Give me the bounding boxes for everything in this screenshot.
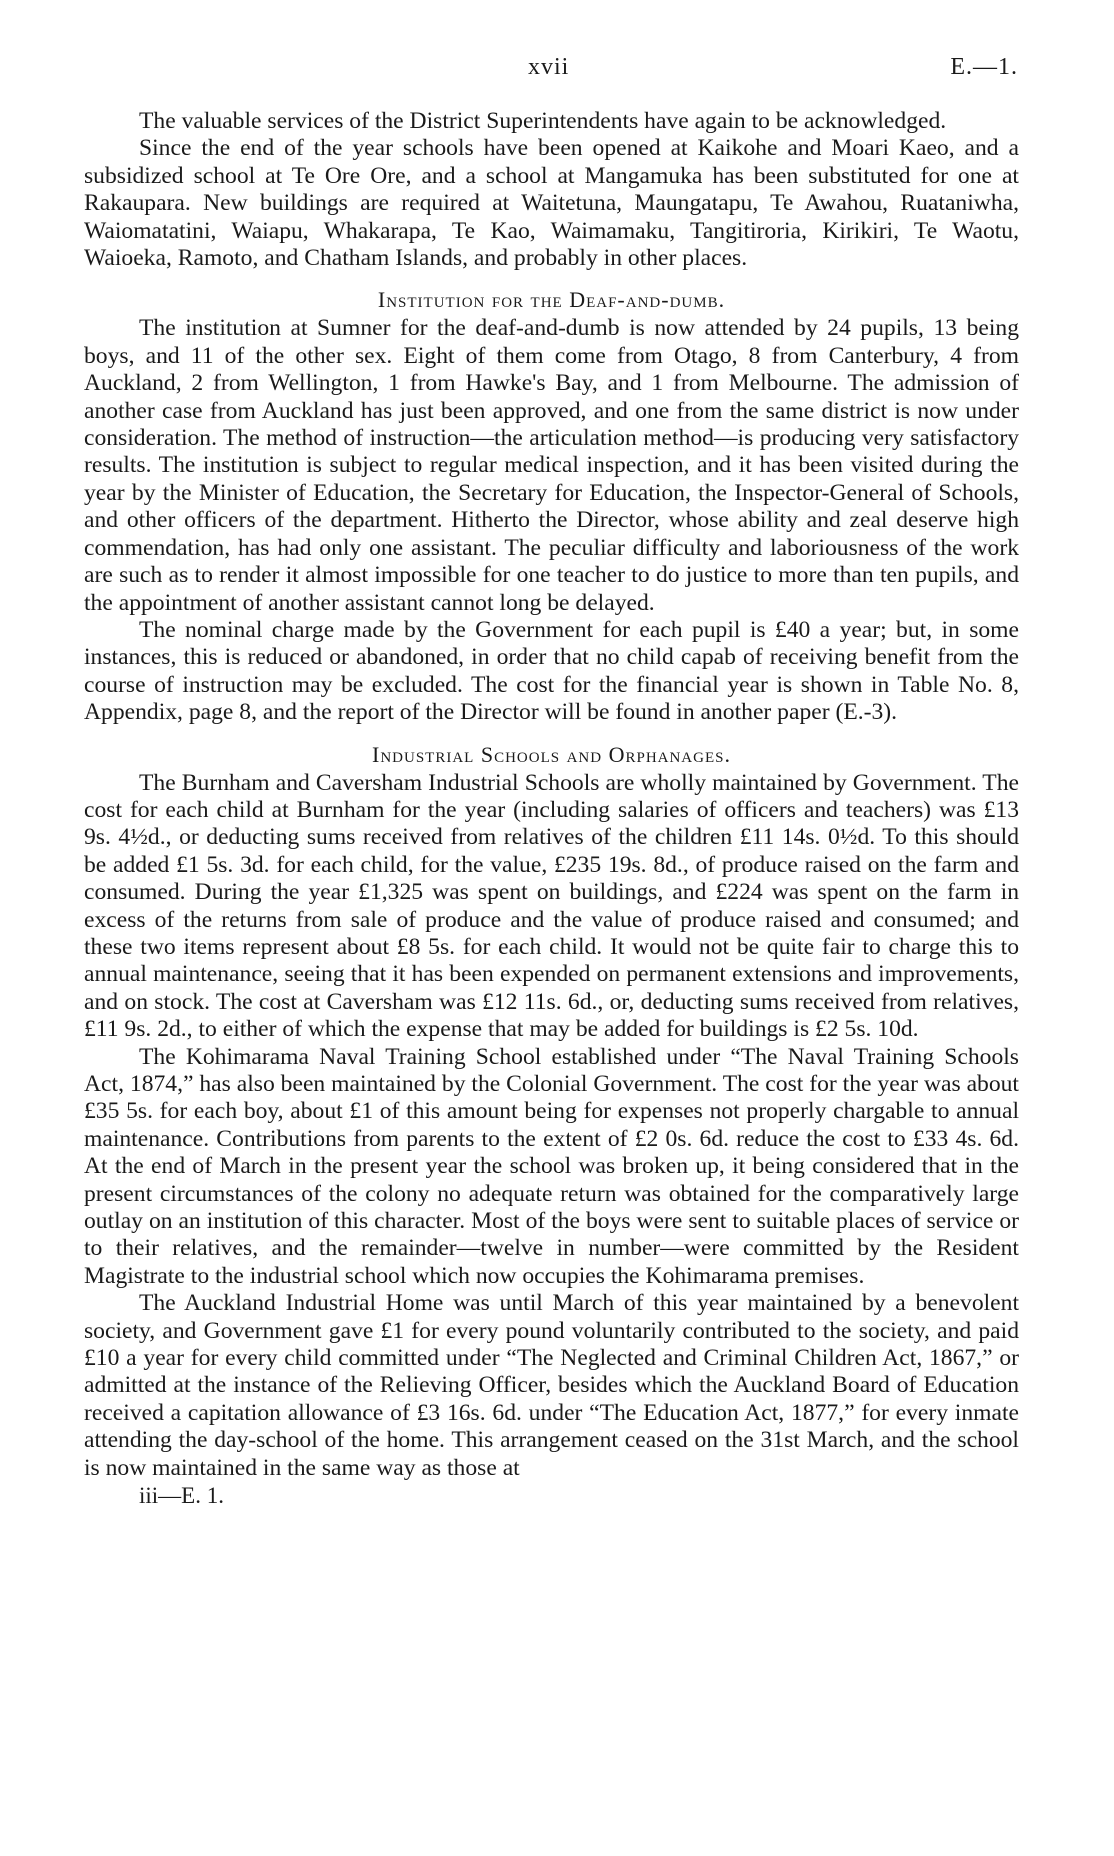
- section-heading-deaf-and-dumb: Institution for the Deaf-and-dumb.: [377, 287, 726, 313]
- section-heading-industrial-schools: Industrial Schools and Orphanages.: [372, 741, 731, 767]
- paragraph-kohimarama: The Kohimarama Naval Training School established under “The Naval Training Schools Act, 1874,” has also been maintained by the Colonial Government. The cost for the year was about £35 5s. for each boy, about £1 of this amount being for expenses not properly chargable to annual maintenance. Contributions from parents to the extent of £2 0s. 6d. reduce the cost to £33 4s. 6d. At the end of March in the present year the school was broken up, it being considered that in the present circumstances of the colony no adequate return was obtained for the comparatively large outlay on an institution of this character. Most of the boys were sent to suitable places of service or to their relatives, and the remainder—twelve in number—were committed by the Resident Magistrate to the industrial school which now occupies the Kohimarama premises.: [84, 1043, 1019, 1289]
- paragraph-deaf-charges: The nominal charge made by the Government for each pupil is £40 a year; but, in some instances, this is reduced or abandoned, in order that no child capab of receiving benefit from the course of instruction may be excluded. The cost for the financial year is shown in Table No. 8, Appendix, page 8, and the report of the Director will be found in another paper (E.-3).: [84, 616, 1019, 726]
- document-reference: E.—1.: [950, 54, 1018, 80]
- page-number: xvii: [528, 54, 570, 80]
- signature-mark: iii—E. 1.: [139, 1483, 224, 1509]
- document-body: [84, 108, 1019, 1509]
- paragraph-superintendents: The valuable services of the District Superintendents have again to be acknowledged.: [139, 108, 947, 134]
- paragraph-deaf-institution: The institution at Sumner for the deaf-and-dumb is now attended by 24 pupils, 13 being boys, and 11 of the other sex. Eight of them come from Otago, 8 from Canterbury, 4 from Auckland, 2 from Wellington, 1 from Hawke's Bay, and 1 from Melbourne. The admission of another case from Auckland has just been approved, and one from the same district is now under consideration. The method of instruction—the articulation method—is producing very satisfactory results. The institution is subject to regular medical inspection, and it has been visited during the year by the Minister of Education, the Secretary for Education, the Inspector-General of Schools, and other officers of the department. Hitherto the Director, whose ability and zeal deserve high commendation, has had only one assistant. The peculiar difficulty and laboriousness of the work are such as to render it almost impossible for one teacher to do justice to more than ten pupils, and the appointment of another assistant cannot long be delayed.: [84, 315, 1019, 616]
- page-header: [0, 54, 1114, 84]
- paragraph-new-schools: Since the end of the year schools have been opened at Kaikohe and Moari Kaeo, and a subsidized school at Te Ore Ore, and a school at Mangamuka has been substituted for one at Rakaupara. New buildings are required at Waitetuna, Maungatapu, Te Awahou, Ruataniwha, Waiomatatini, Waiapu, Whakarapa, Te Kao, Waimamaku, Tangitiroria, Kirikiri, Te Waotu, Waioeka, Ramoto, and Chatham Islands, and probably in other places.: [84, 135, 1019, 272]
- paragraph-burnham-caversham: The Burnham and Caversham Industrial Schools are wholly maintained by Government. The cost for each child at Burnham for the year (including salaries of officers and teachers) was £13 9s. 4½d., or deducting sums received from relatives of the children £11 14s. 0½d. To this should be added £1 5s. 3d. for each child, for the value, £235 19s. 8d., of produce raised on the farm and consumed. During the year £1,325 was spent on buildings, and £224 was spent on the farm in excess of the returns from sale of produce and the value of produce raised and consumed; and these two items represent about £8 5s. for each child. It would not be quite fair to charge this to annual maintenance, seeing that it has been expended on permanent extensions and improvements, and on stock. The cost at Caversham was £12 11s. 6d., or, deducting sums received from relatives, £11 9s. 2d., to either of which the expense that may be added for buildings is £2 5s. 10d.: [84, 769, 1019, 1043]
- paragraph-auckland-home: The Auckland Industrial Home was until March of this year maintained by a benevolent society, and Government gave £1 for every pound voluntarily contributed to the society, and paid £10 a year for every child committed under “The Neglected and Criminal Children Act, 1867,” or admitted at the instance of the Relieving Officer, besides which the Auckland Board of Education received a capitation allowance of £3 16s. 6d. under “The Education Act, 1877,” for every inmate attending the day-school of the home. This arrangement ceased on the 31st March, and the school is now maintained in the same way as those at: [84, 1290, 1019, 1481]
